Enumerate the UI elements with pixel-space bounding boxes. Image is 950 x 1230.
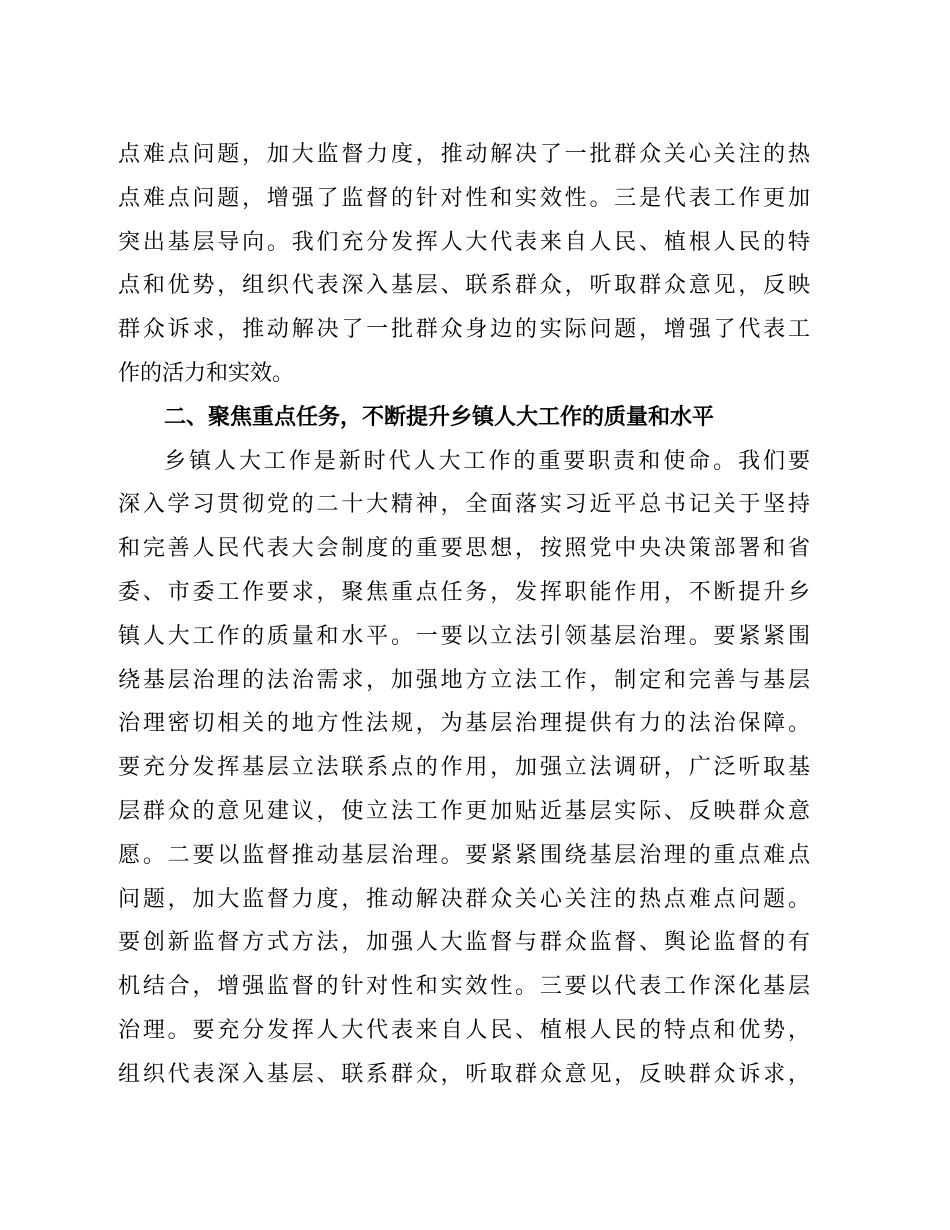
text-line: 要创新监督方式方法，加强人大监督与群众监督、舆论监督的有 (118, 930, 810, 956)
text-line: 点难点问题，加大监督力度，推动解决了一批群众关心关注的热 (118, 142, 810, 167)
text-line: 层群众的意见建议，使立法工作更加贴近基层实际、反映群众意 (118, 798, 810, 824)
text-line: 绕基层治理的法治需求，加强地方立法工作，制定和完善与基层 (118, 667, 810, 693)
text-line: 组织代表深入基层、联系群众，听取群众意见，反映群众诉求， (118, 1061, 810, 1087)
text-line: 委、市委工作要求，聚焦重点任务，发挥职能作用，不断提升乡 (118, 579, 810, 605)
text-line: 机结合，增强监督的针对性和实效性。三要以代表工作深化基层 (118, 974, 810, 1000)
text-line: 镇人大工作的质量和水平。一要以立法引领基层治理。要紧紧围 (118, 623, 810, 649)
text-line: 要充分发挥基层立法联系点的作用，加强立法调研，广泛听取基 (118, 755, 810, 781)
text-line: 作的活力和实效。 (118, 360, 295, 386)
text-line: 乡镇人大工作是新时代人大工作的重要职责和使命。我们要 (164, 448, 810, 474)
document-page (118, 138, 810, 1102)
text-line: 群众诉求，推动解决了一批群众身边的实际问题，增强了代表工 (118, 317, 810, 343)
text-line: 突出基层导向。我们充分发挥人大代表来自人民、植根人民的特 (118, 229, 810, 255)
section-heading: 二、聚焦重点任务，不断提升乡镇人大工作的质量和水平 (164, 404, 715, 430)
text-line: 问题，加大监督力度，推动解决群众关心关注的热点难点问题。 (118, 886, 810, 912)
paragraph-2 (118, 445, 810, 1102)
text-line: 深入学习贯彻党的二十大精神，全面落实习近平总书记关于坚持 (118, 492, 810, 518)
text-line: 和完善人民代表大会制度的重要思想，按照党中央决策部署和省 (118, 536, 810, 562)
text-line: 治理。要充分发挥人大代表来自人民、植根人民的特点和优势， (118, 1017, 810, 1043)
text-line: 治理密切相关的地方性法规，为基层治理提供有力的法治保障。 (118, 711, 810, 737)
text-line: 愿。二要以监督推动基层治理。要紧紧围绕基层治理的重点难点 (118, 842, 810, 868)
text-line: 点和优势，组织代表深入基层、联系群众，听取群众意见，反映 (118, 273, 810, 299)
paragraph-1 (118, 138, 810, 401)
text-line: 点难点问题，增强了监督的针对性和实效性。三是代表工作更加 (118, 185, 810, 211)
